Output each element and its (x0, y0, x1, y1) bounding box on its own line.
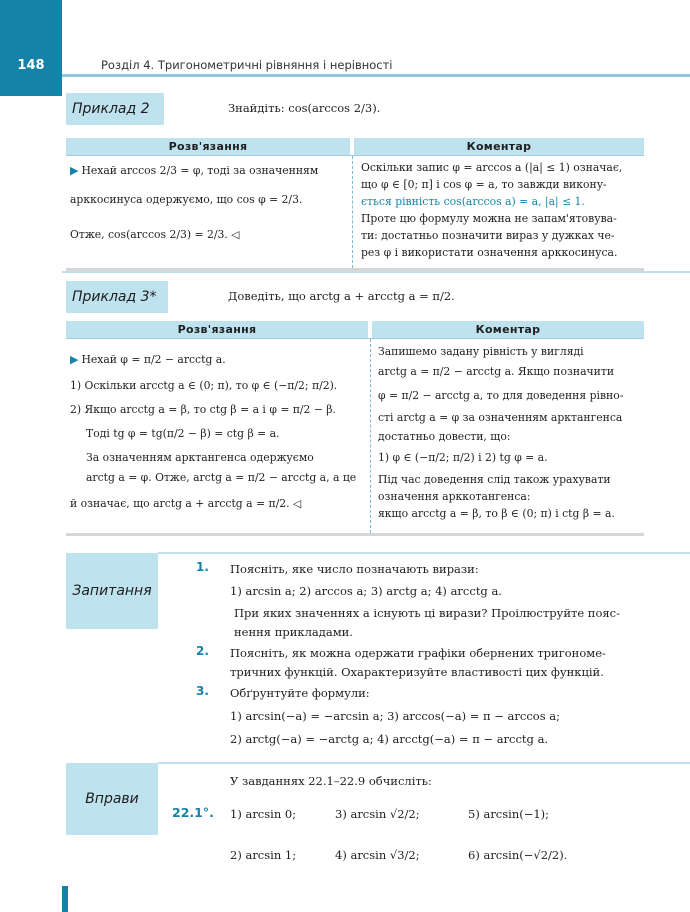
example3-comment-header: Коментар (372, 321, 644, 338)
example3-solution (70, 350, 368, 514)
solution-line: arctg a = φ. Отже, arctg a = π/2 − arcctg a, а це (86, 471, 357, 484)
solution-line: 1) Оскільки arcctg a ∈ (0; π), то φ ∈ (−π/2; π/2). (70, 379, 338, 392)
example3-column-divider (370, 339, 371, 533)
question-item (196, 644, 646, 682)
exercise-item: 3) arcsin √2/2; (335, 807, 420, 821)
solution-line: Тоді tg φ = tg(π/2 − β) = ctg β = a. (86, 427, 280, 440)
exercises-intro: У завданнях 22.1–22.9 обчисліть: (230, 774, 432, 788)
question-number: 1. (196, 560, 209, 574)
comment-line: достатньо довести, що: (378, 430, 511, 443)
question-number: 2. (196, 644, 209, 658)
question-line: нення прикладами. (234, 625, 353, 639)
comment-line: ти: достатньо позначити вираз у дужках че- (361, 229, 615, 242)
running-head: Розділ 4. Тригонометричні рівняння і нерівності (101, 58, 393, 72)
comment-line: Оскільки запис φ = arccos a (|a| ≤ 1) означає, (361, 161, 623, 174)
exercise-item: 1) arcsin 0; (230, 807, 297, 821)
exercises-label: Вправи (66, 763, 158, 835)
example2-solution (70, 163, 350, 242)
question-line: Обґрунтуйте формули: (230, 686, 370, 700)
solution-line: ▶ Нехай φ = π/2 − arcctg a. (70, 353, 226, 366)
exercise-item: 6) arcsin(−√2/2). (468, 848, 568, 862)
exercise-item: 4) arcsin √3/2; (335, 848, 420, 862)
comment-line: arctg a = π/2 − arcctg a. Якщо позначити (378, 365, 615, 378)
example2-task: Знайдіть: cos(arccos 2/3). (228, 101, 381, 115)
question-line: тричних функцій. Охарактеризуйте властивості цих функцій. (230, 665, 604, 679)
solution-line: За означенням арктангенса одержуємо (86, 451, 314, 464)
comment-line: Проте цю формулу можна не запам'ятовува- (361, 212, 617, 225)
questions-label: Запитання (66, 553, 158, 629)
example3-solution-header: Розв'язання (66, 321, 368, 338)
example2-comment-header: Коментар (354, 138, 644, 155)
question-line: 1) arcsin(−a) = −arcsin a; 3) arccos(−a) = π − arccos a; (230, 709, 560, 723)
solution-line: ▶ Нехай arccos 2/3 = φ, тоді за означенням (70, 164, 319, 177)
example2-title: Приклад 2 (66, 93, 164, 125)
exercise-item: 5) arcsin(−1); (468, 807, 550, 821)
comment-line: рез φ і використати означення арккосинуса. (361, 246, 618, 259)
questions-list (196, 560, 646, 749)
example3-comment (378, 342, 642, 522)
comment-line: ється рівність cos(arccos a) = a, |a| ≤ 1. (361, 195, 585, 208)
solution-line: й означає, що arctg a + arcctg a = π/2. ◁ (70, 497, 302, 510)
comment-line: Запишемо задану рівність у вигляді (378, 345, 584, 358)
question-line: 1) arcsin a; 2) arccos a; 3) arctg a; 4) arcctg a. (230, 584, 502, 598)
question-line: При яких значеннях a існують ці вирази? Проілюструйте пояс- (234, 606, 620, 620)
page-number-tab (0, 0, 62, 96)
comment-line: якщо arcctg a = β, то β ∈ (0; π) і ctg β = a. (378, 507, 615, 520)
page-number: 148 (17, 58, 45, 73)
exercise-item: 2) arcsin 1; (230, 848, 297, 862)
question-number: 3. (196, 684, 209, 698)
exercises-rule (158, 762, 690, 764)
section-rule (62, 271, 690, 273)
solution-line: Отже, cos(arccos 2/3) = 2/3. ◁ (70, 228, 240, 241)
questions-rule (158, 552, 690, 554)
triangle-marker-icon: ▶ (70, 164, 79, 177)
question-line: Поясніть, як можна одержати графіки обернених тригономе- (230, 646, 606, 660)
comment-line: φ = π/2 − arcctg a, то для доведення рівно- (378, 389, 624, 402)
example3-title: Приклад 3* (66, 281, 168, 313)
example2-column-divider (352, 156, 353, 268)
header-rule (62, 74, 690, 77)
question-line: Поясніть, яке число позначають вирази: (230, 562, 479, 576)
comment-line: що φ ∈ [0; π] і cos φ = a, то завжди викону- (361, 178, 607, 191)
solution-line: арккосинуса одержуємо, що cos φ = 2/3. (70, 193, 303, 206)
comment-line: означення арккотангенса: (378, 490, 531, 503)
triangle-marker-icon: ▶ (70, 353, 79, 366)
exercise-number: 22.1°. (172, 805, 214, 820)
example2-solution-header: Розв'язання (66, 138, 350, 155)
solution-line: 2) Якщо arcctg a = β, то ctg β = a і φ = π/2 − β. (70, 403, 336, 416)
question-item (196, 684, 646, 749)
comment-line: сті arctg a = φ за означенням арктангенса (378, 411, 623, 424)
question-item (196, 560, 646, 642)
question-line: 2) arctg(−a) = −arctg a; 4) arcctg(−a) = π − arcctg a. (230, 732, 549, 746)
comment-line: Під час доведення слід також урахувати (378, 473, 611, 486)
footer-marker (62, 886, 68, 912)
example2-comment (361, 159, 643, 261)
example3-task: Доведіть, що arctg a + arcctg a = π/2. (228, 289, 455, 303)
comment-line: 1) φ ∈ (−π/2; π/2) і 2) tg φ = a. (378, 451, 548, 464)
